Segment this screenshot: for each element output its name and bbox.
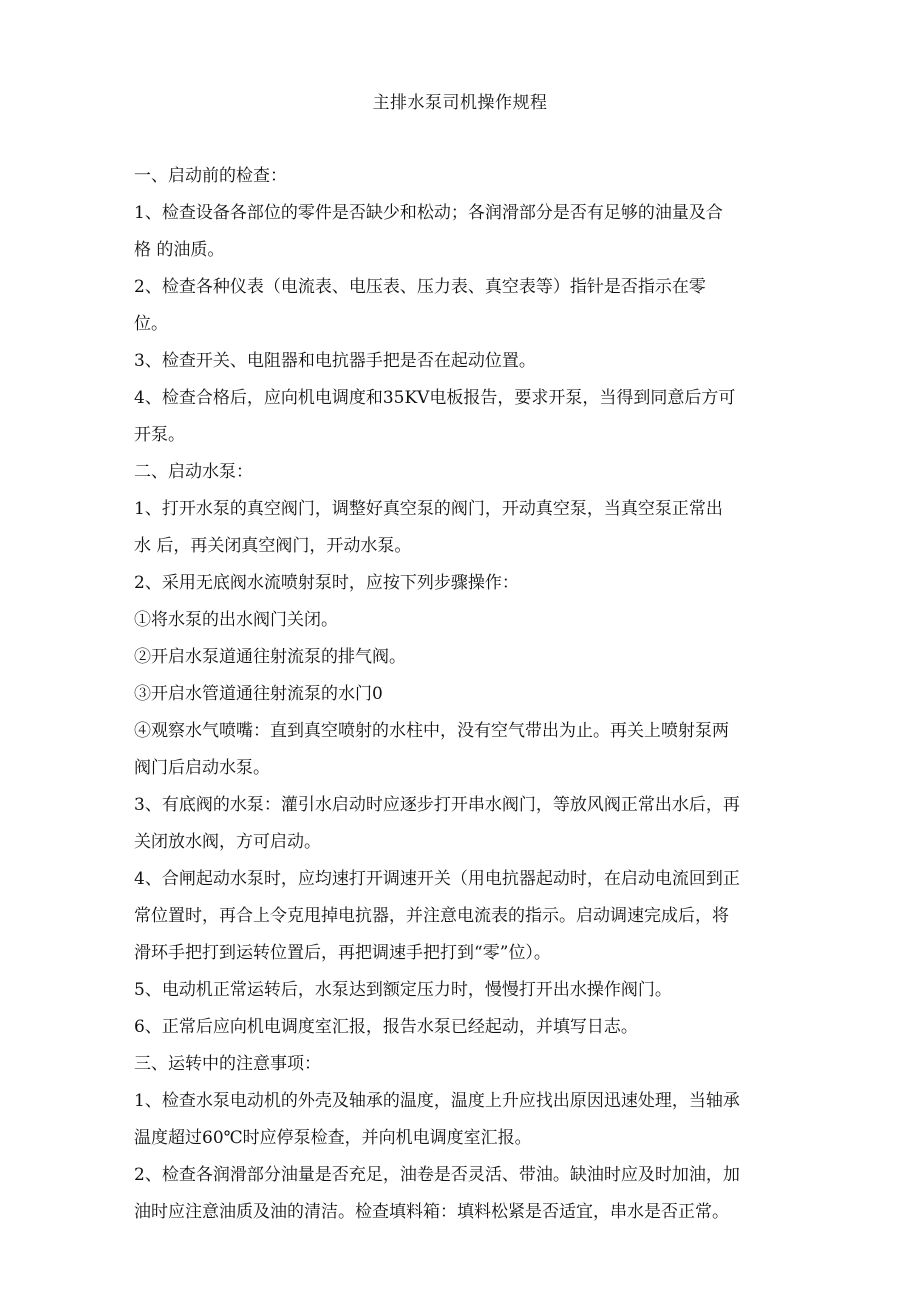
paragraph-line: 油时应注意油质及油的清洁。检查填料箱：填料松紧是否适宜，串水是否正常。: [134, 1202, 729, 1222]
paragraph-line: 1、检查水泵电动机的外壳及轴承的温度，温度上升应找出原因迅速处理，当轴承: [134, 1091, 740, 1111]
step-line: ③开启水管道通往射流泵的水门0: [134, 684, 383, 704]
paragraph-line: 水 后，再关闭真空阀门，开动水泵。: [134, 536, 412, 556]
paragraph-line: 2、采用无底阀水流喷射泵时，应按下列步骤操作：: [134, 573, 519, 593]
page-title: 主排水泵司机操作规程: [372, 93, 548, 113]
step-line: ①将水泵的出水阀门关闭。: [134, 610, 338, 630]
step-line: ②开启水泵道通往射流泵的排气阀。: [134, 647, 406, 667]
paragraph-line: 滑环手把打到运转位置后，再把调速手把打到“零”位）。: [134, 943, 551, 963]
paragraph-line: 温度超过60℃时应停泵检查，并向机电调度室汇报。: [134, 1128, 532, 1148]
step-line: ④观察水气喷嘴：直到真空喷射的水柱中，没有空气带出为止。再关上喷射泵两: [134, 721, 729, 741]
section-heading: 二、启动水泵：: [134, 462, 253, 482]
paragraph-line: 关闭放水阀，方可启动。: [134, 832, 321, 852]
paragraph-line: 位。: [134, 314, 168, 334]
paragraph-line: 6、正常后应向机电调度室汇报，报告水泵已经起动，并填写日志。: [134, 1017, 638, 1037]
paragraph-line: 2、检查各润滑部分油量是否充足，油卷是否灵活、带油。缺油时应及时加油，加: [134, 1165, 740, 1185]
paragraph-line: 1、检查设备各部位的零件是否缺少和松动；各润滑部分是否有足够的油量及合: [134, 203, 723, 223]
paragraph-line: 3、检查开关、电阻器和电抗器手把是否在起动位置。: [134, 351, 536, 371]
paragraph-line: 2、检查各种仪表（电流表、电压表、压力表、真空表等）指针是否指示在零: [134, 277, 706, 297]
document-body: [134, 158, 794, 1231]
paragraph-line: 开泵。: [134, 425, 185, 445]
paragraph-line: 4、检查合格后，应向机电调度和35KV电板报告，要求开泵，当得到同意后方可: [134, 388, 736, 408]
paragraph-line: 4、合闸起动水泵时，应均速打开调速开关（用电抗器起动时，在启动电流回到正: [134, 869, 740, 889]
paragraph-line: 5、电动机正常运转后，水泵达到额定压力时，慢慢打开出水操作阀门。: [134, 980, 672, 1000]
paragraph-line: 3、有底阀的水泵：灌引水启动时应逐步打开串水阀门，等放风阀正常出水后，再: [134, 795, 740, 815]
paragraph-line: 格 的油质。: [134, 240, 225, 260]
section-heading: 三、运转中的注意事项：: [134, 1054, 321, 1074]
paragraph-line: 常位置时，再合上令克甩掉电抗器，并注意电流表的指示。启动调速完成后，将: [134, 906, 729, 926]
section-heading: 一、启动前的检查：: [134, 166, 287, 186]
paragraph-line: 阀门后启动水泵。: [134, 758, 270, 778]
paragraph-line: 1、打开水泵的真空阀门，调整好真空泵的阀门，开动真空泵，当真空泵正常出: [134, 499, 723, 519]
